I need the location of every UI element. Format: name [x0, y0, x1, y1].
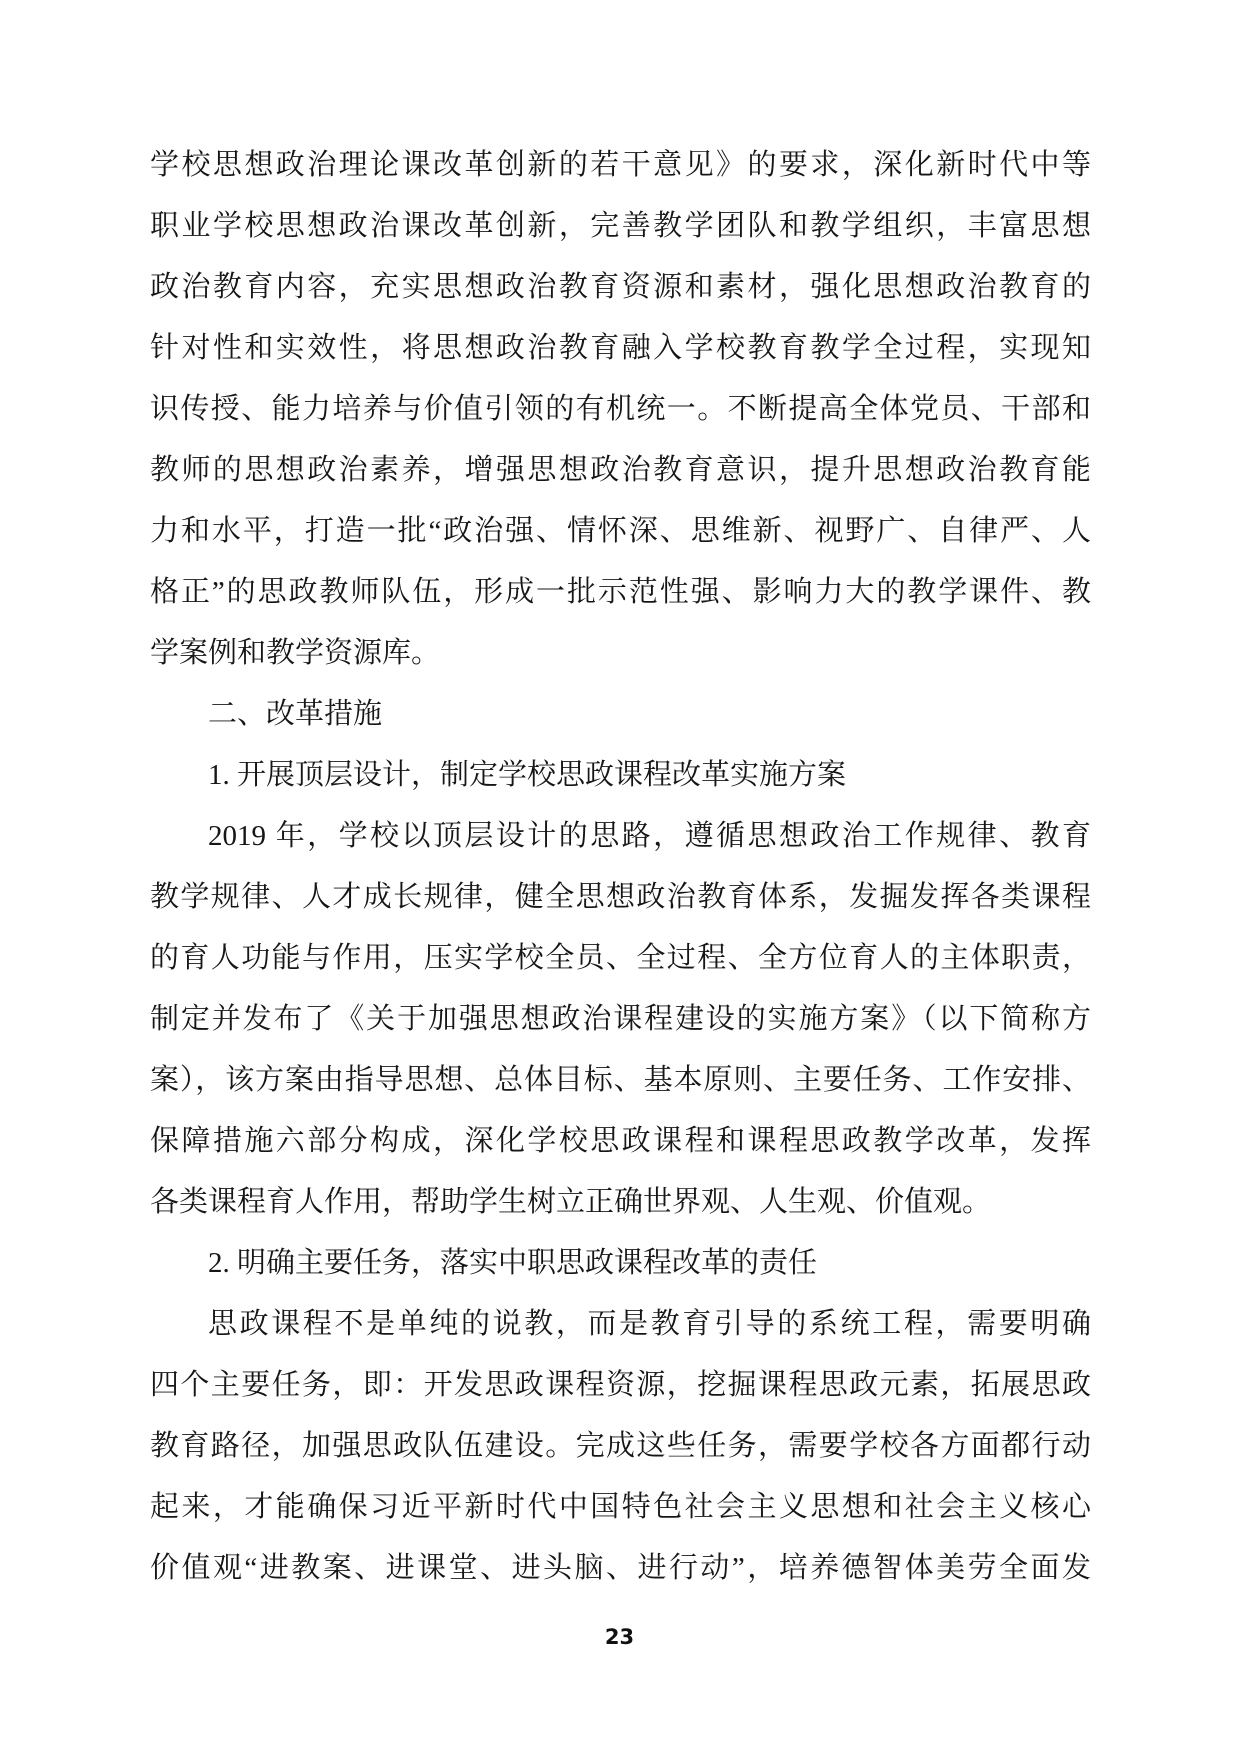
text-line: 的育人功能与作用，压实学校全员、全过程、全方位育人的主体职责，: [150, 942, 1091, 974]
page-number: 23: [604, 1625, 635, 1649]
text-line: 格正”的思政教师队伍，形成一批示范性强、影响力大的教学课件、教: [150, 576, 1091, 608]
text-line: 学案例和教学资源库。: [150, 637, 441, 669]
text-line: 制定并发布了《关于加强思想政治课程建设的实施方案》（以下简称方: [150, 1003, 1091, 1035]
text-line: 识传授、能力培养与价值引领的有机统一。不断提高全体党员、干部和: [150, 393, 1091, 425]
text-line: 政治教育内容，充实思想政治教育资源和素材，强化思想政治教育的: [150, 271, 1091, 303]
text-line: 案），该方案由指导思想、总体目标、基本原则、主要任务、工作安排、: [150, 1064, 1091, 1096]
text-line: 学校思想政治理论课改革创新的若干意见》的要求，深化新时代中等: [150, 149, 1091, 181]
text-line: 教育路径，加强思政队伍建设。完成这些任务，需要学校各方面都行动: [150, 1430, 1091, 1462]
text-line: 各类课程育人作用，帮助学生树立正确世界观、人生观、价值观。: [150, 1186, 992, 1218]
text-line: 针对性和实效性，将思想政治教育融入学校教育教学全过程，实现知: [150, 332, 1091, 364]
text-line: 教师的思想政治素养，增强思想政治教育意识，提升思想政治教育能: [150, 454, 1091, 486]
text-line: 思政课程不是单纯的说教，而是教育引导的系统工程，需要明确: [208, 1308, 1091, 1340]
subsection-heading: 2. 明确主要任务，落实中职思政课程改革的责任: [208, 1247, 818, 1279]
text-line: 教学规律、人才成长规律，健全思想政治教育体系，发掘发挥各类课程: [150, 881, 1091, 913]
subsection-heading: 1. 开展顶层设计，制定学校思政课程改革实施方案: [208, 759, 847, 791]
text-block: [150, 135, 1091, 1599]
text-line: 价值观“进教案、进课堂、进头脑、进行动”，培养德智体美劳全面发: [150, 1552, 1091, 1584]
section-heading: 二、改革措施: [208, 698, 383, 730]
text-line: 力和水平，打造一批“政治强、情怀深、思维新、视野广、自律严、人: [150, 515, 1091, 547]
text-line: 保障措施六部分构成，深化学校思政课程和课程思政教学改革，发挥: [150, 1125, 1091, 1157]
text-line: 2019 年，学校以顶层设计的思路，遵循思想政治工作规律、教育: [208, 820, 1091, 852]
text-line: 职业学校思想政治课改革创新，完善教学团队和教学组织，丰富思想: [150, 210, 1091, 242]
text-line: 四个主要任务，即：开发思政课程资源，挖掘课程思政元素，拓展思政: [150, 1369, 1091, 1401]
text-line: 起来，才能确保习近平新时代中国特色社会主义思想和社会主义核心: [150, 1491, 1091, 1523]
